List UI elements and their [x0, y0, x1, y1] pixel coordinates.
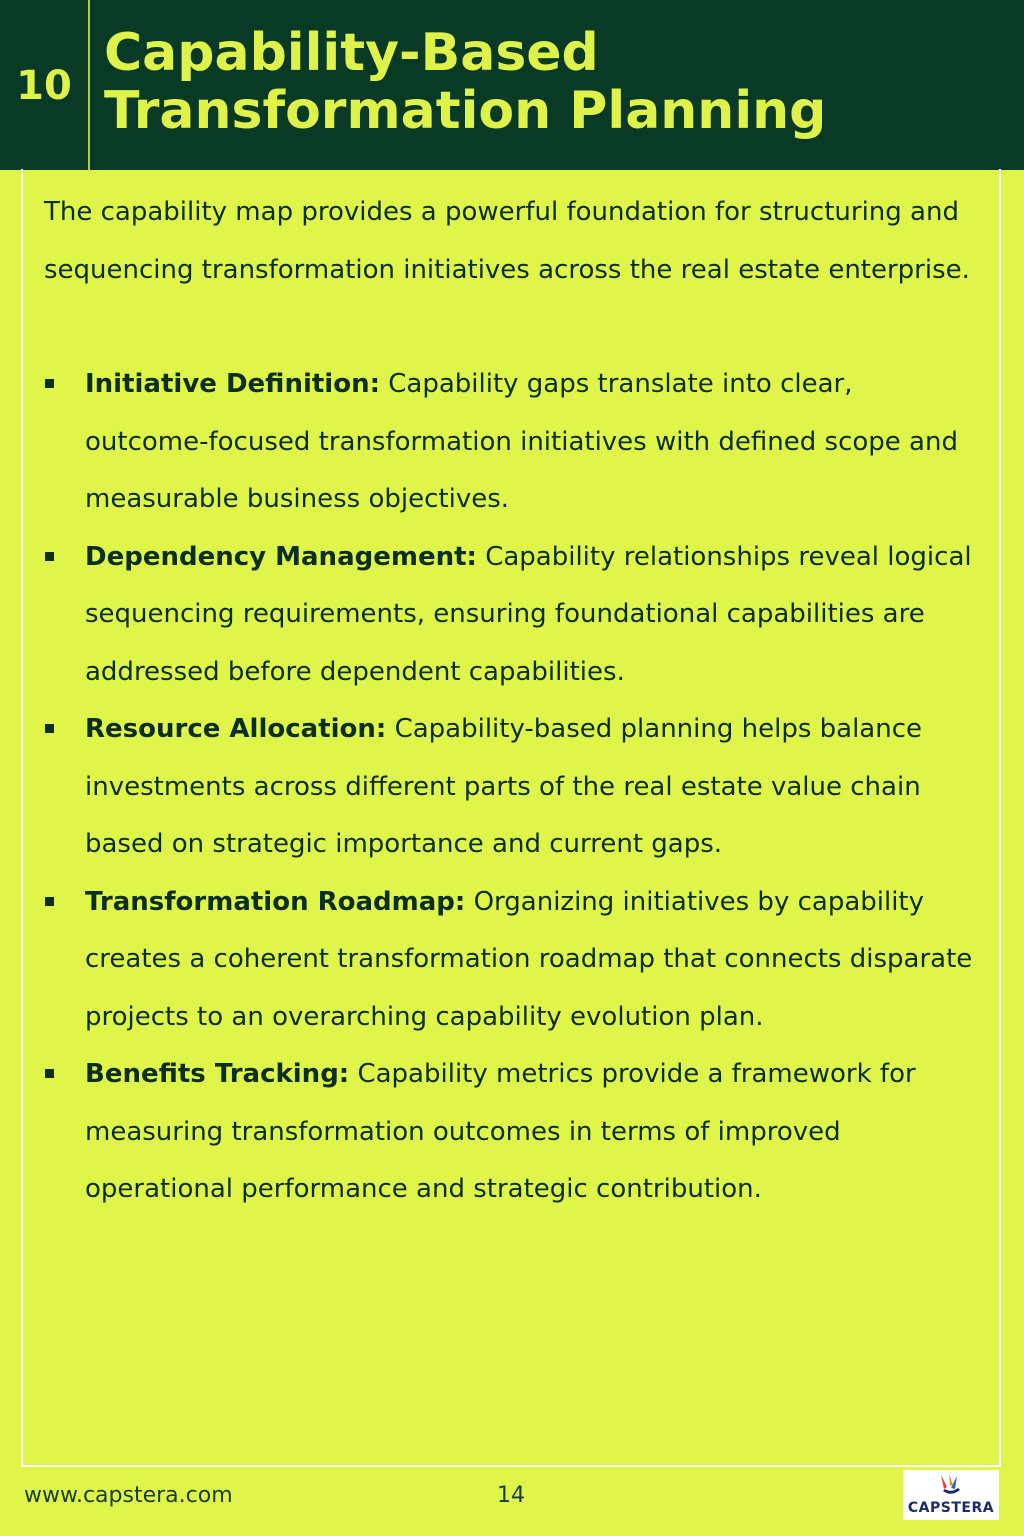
bullet-text: Capability relationships reveal logical sequencing requirements, ensuring foundational capabilities are addressed before dependent capabilities. [85, 541, 972, 687]
bullet-term: Initiative Definition: [85, 369, 380, 399]
bullet-term: Resource Allocation: [85, 714, 387, 744]
square-bullet-icon [45, 552, 54, 561]
square-bullet-icon [45, 897, 54, 906]
bullet-text: Capability gaps translate into clear, outcome-focused transformation initiatives with defined scope and measurable business objectives. [85, 369, 958, 514]
intro-paragraph: The capability map provides a powerful foundation for structuring and sequencing transformation initiatives across the real estate enterprise. [44, 197, 970, 285]
footer-website-link[interactable]: www.capstera.com [24, 1483, 233, 1508]
bullet-initiative-definition [44, 356, 984, 529]
bullet-term: Dependency Management: [85, 541, 477, 572]
bullet-term: Benefits Tracking: [85, 1059, 350, 1089]
bullet-text: Capability-based planning helps balance investments across different parts of the real estate value chain based on strategic importance and current gaps. [85, 714, 922, 859]
page-number: 14 [497, 1483, 525, 1508]
bullet-benefits-tracking [44, 1046, 984, 1219]
square-bullet-icon [45, 724, 54, 733]
capstera-logo-icon [937, 1473, 965, 1497]
bullet-dependency-management [44, 529, 984, 702]
capstera-logo [903, 1470, 999, 1520]
section-number: 10 [16, 63, 72, 109]
bullet-term: Transformation Roadmap: [85, 886, 466, 917]
page-title: Capability-Based Transformation Planning [104, 23, 827, 141]
bullet-list [44, 356, 984, 1219]
bullet-text: Capability metrics provide a framework for measuring transformation outcomes in terms of improved operational performance and strategic contribution. [85, 1059, 916, 1204]
bullet-text: Organizing initiatives by capability creates a coherent transformation roadmap that connects disparate projects to an overarching capability evolution plan. [85, 886, 973, 1032]
header-divider [88, 0, 90, 170]
logo-text: CAPSTERA [907, 1500, 995, 1516]
bullet-transformation-roadmap [44, 874, 984, 1047]
page-header [0, 0, 1024, 170]
square-bullet-icon [45, 1069, 54, 1078]
bullet-resource-allocation [44, 701, 984, 874]
square-bullet-icon [45, 379, 54, 388]
